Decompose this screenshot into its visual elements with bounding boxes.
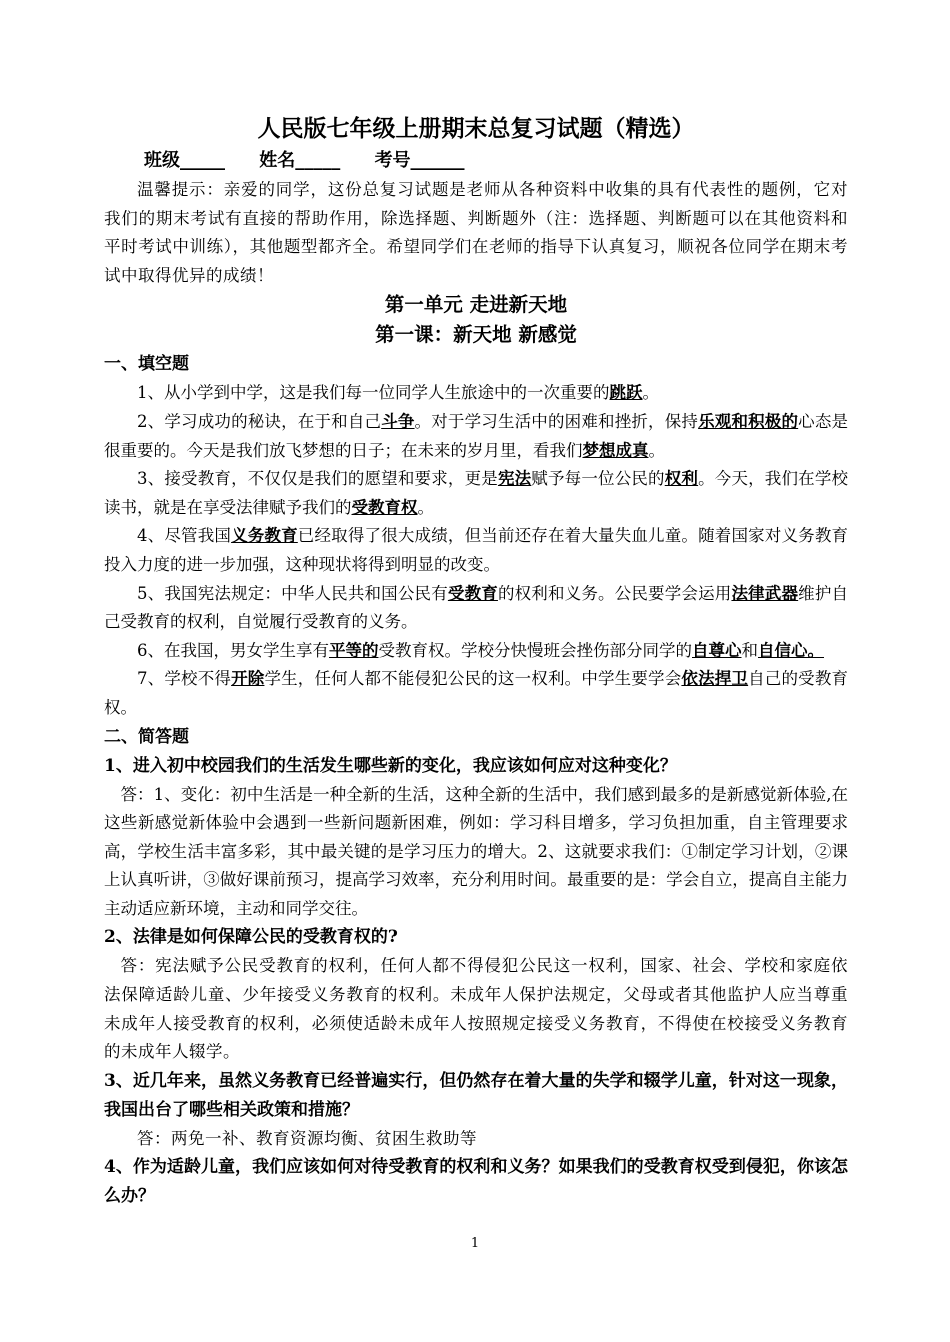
fill-item-6 — [104, 637, 848, 666]
item-text: 4、尽管我国 — [137, 526, 232, 546]
item-text: 5、我国宪法规定：中华人民共和国公民有 — [137, 583, 448, 603]
fill-item-7 — [104, 665, 848, 722]
answer-key: 斗争 — [381, 411, 415, 431]
section-heading-short-answer: 二、简答题 — [104, 726, 189, 747]
item-text: 7、学校不得 — [137, 669, 232, 689]
item-text: 2、学习成功的秘诀，在于和自己 — [137, 411, 382, 431]
item-text: 已经取得了很大成绩，但当前还存在着大量失血儿童。随着国家对义务教育投入力度的进一步加强，这种现状将得到明显的改变。 — [104, 526, 849, 574]
answer-key: 宪法 — [497, 469, 532, 489]
lesson-title: 第一课：新天地 新感觉 — [375, 323, 577, 347]
item-text: 赋予每一位公民的 — [531, 469, 665, 489]
answer-key: 平等的 — [329, 640, 379, 660]
document-page — [104, 112, 848, 1211]
fill-item-4 — [104, 522, 848, 579]
warm-tip: 温馨提示：亲爱的同学，这份总复习试题是老师从各种资料中收集的具有代表性的题例，它对我们的期末考试有直接的帮助作用，除选择题、判断题外（注：选择题、判断题可以在其他资料和平时考试中训练），其他题型都齐全。希望同学们在老师的指导下认真复习，顺祝各位同学在期末考试中取得优异的成绩！ — [104, 180, 848, 285]
answer-key: 自信心。 — [758, 640, 824, 660]
answer-key: 权利 — [664, 469, 699, 489]
item-text: 维护自己受教育的权利，自觉履行受教育的义务。 — [104, 583, 849, 632]
item-text: 和 — [741, 640, 758, 660]
item-text: 3、接受教育，不仅仅是我们的愿望和要求，更是 — [137, 469, 498, 489]
question-4: 4、作为适龄儿童，我们应该如何对待受教育的权利和义务？如果我们的受教育权受到侵犯，你该怎么办？ — [104, 1157, 848, 1207]
answer-key: 乐观和积极的 — [698, 411, 799, 431]
document-title: 人民版七年级上册期末总复习试题（精选） — [257, 115, 695, 142]
student-info-fields — [104, 146, 848, 176]
answer-key: 依法捍卫 — [681, 669, 749, 689]
fill-item-2 — [104, 408, 848, 465]
answer-key: 开除 — [231, 669, 265, 689]
unit-title: 第一单元 走进新天地 — [384, 293, 568, 317]
fill-item-3 — [104, 465, 848, 522]
item-text: 的权利和义务。公民要学会运用 — [497, 583, 732, 603]
answer-2: 答：宪法赋予公民受教育的权利，任何人都不得侵犯公民这一权利，国家、社会、学校和家庭依法保障适龄儿童、少年接受义务教育的权利。未成年人保护法规定，父母或者其他监护人应当尊重未成年人接受教育的权利，必须使适龄未成年人按照规定接受义务教育，不得使在校接受义务教育的未成年人辍学。 — [104, 956, 848, 1062]
item-text: 。 — [648, 440, 665, 460]
class-field[interactable]: 班级_____ — [144, 150, 225, 171]
question-3: 3、近几年来，虽然义务教育已经普遍实行，但仍然存在着大量的失学和辍学儿童，针对这一现象，我国出台了哪些相关政策和措施？ — [104, 1070, 848, 1120]
answer-key: 受教育权 — [351, 497, 418, 517]
answer-1: 答：1、变化：初中生活是一种全新的生活，这种全新的生活中，我们感到最多的是新感觉新体验,在这些新感觉新体验中会遇到一些新问题新困难，例如：学习科目增多，学习负担加重，自主管理要求高，学校生活丰富多彩，其中最关键的是学习压力的增大。2、这就要求我们：①制定学习计划，②课上认真听讲，③做好课前预习，提高学习效率，充分利用时间。最重要的是：学会自立，提高自主能力主动适应新环境，主动和同学交往。 — [104, 784, 848, 918]
fill-item-1 — [104, 379, 848, 408]
item-text: 。 — [417, 497, 434, 517]
item-text: 6、在我国，男女学生享有 — [137, 640, 329, 660]
fill-item-5 — [104, 580, 848, 637]
item-text: 心态是很重要的。今天是我们放飞梦想的日子；在未来的岁月里，看我们 — [104, 411, 849, 460]
question-2: 2、法律是如何保障公民的受教育权的? — [104, 927, 398, 948]
item-text: 。 — [642, 383, 659, 403]
answer-key: 受教育 — [447, 583, 498, 603]
answer-3: 答：两免一补、教育资源均衡、贫困生救助等 — [137, 1128, 477, 1148]
answer-key: 义务教育 — [231, 526, 298, 546]
name-field[interactable]: 姓名_____ — [259, 150, 341, 171]
item-text: 。对于学习生活中的困难和挫折，保持 — [414, 411, 699, 431]
answer-key: 法律武器 — [731, 583, 799, 603]
answer-key: 跳跃 — [609, 383, 643, 403]
number-field[interactable]: 考号______ — [374, 150, 465, 171]
item-text: 学生，任何人都不能侵犯公民的这一权利。中学生要学会 — [264, 669, 682, 689]
item-text: 受教育权。学校分快慢班会挫伤部分同学的 — [378, 640, 692, 660]
answer-key: 自尊心 — [692, 640, 742, 660]
question-1: 1、进入初中校园我们的生活发生哪些新的变化，我应该如何应对这种变化？ — [104, 755, 677, 776]
page-number: 1 — [470, 1236, 480, 1251]
item-text: 1、从小学到中学，这是我们每一位同学人生旅途中的一次重要的 — [137, 383, 610, 403]
section-heading-fill-blank: 一、填空题 — [104, 354, 189, 375]
item-text: 。今天，我们在学校读书，就是在享受法律赋予我们的 — [104, 469, 849, 517]
item-text: 自己的受教育权。 — [104, 669, 849, 717]
answer-key: 梦想成真 — [582, 440, 649, 460]
